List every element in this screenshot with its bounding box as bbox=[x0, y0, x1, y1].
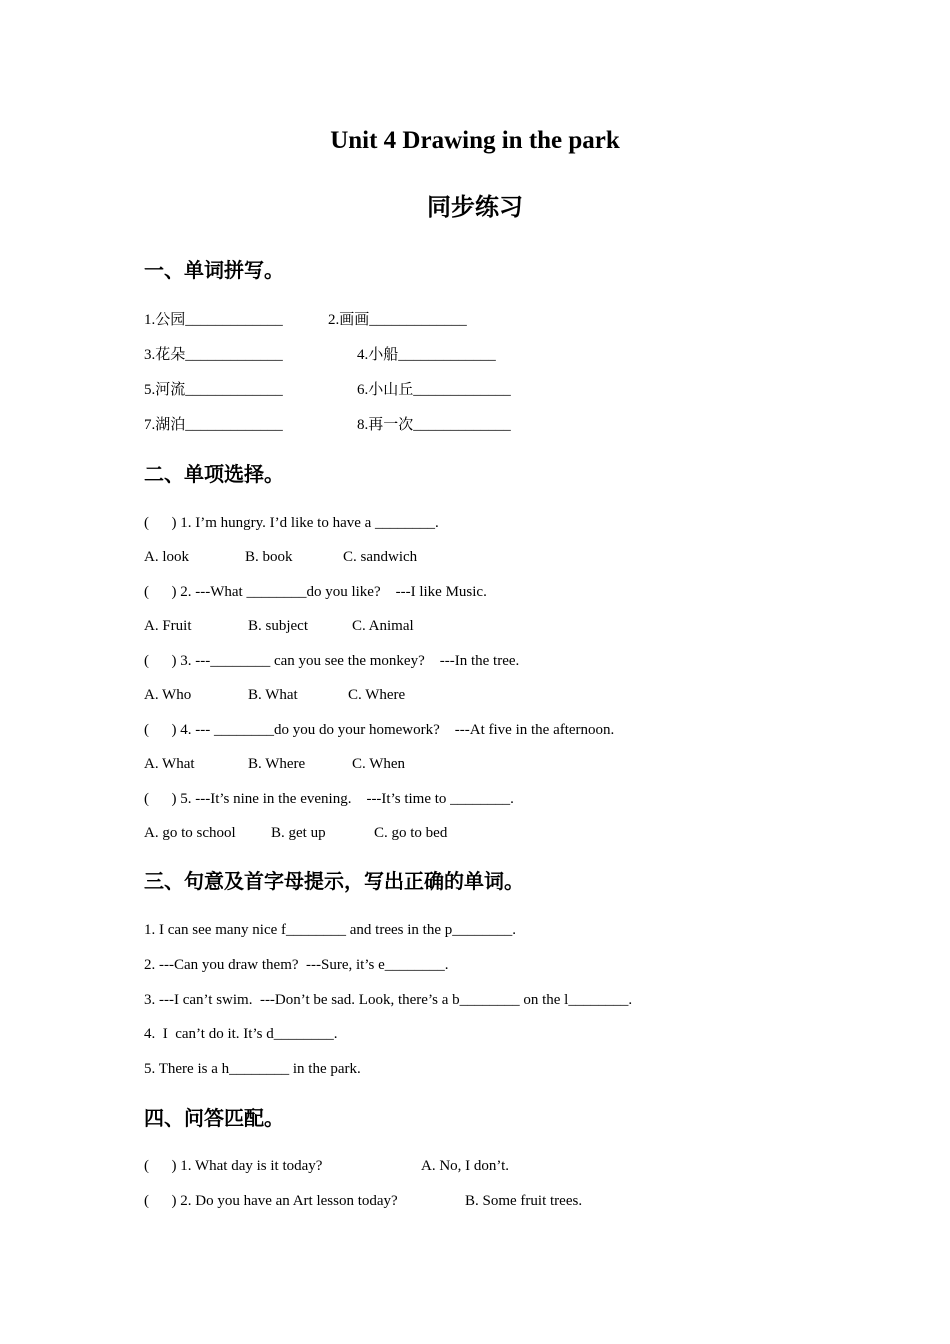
fill-item: 3. ---I can’t swim. ---Don’t be sad. Look, there’s a b________ on the l________. bbox=[144, 992, 633, 1008]
fill-item: 4. I can’t do it. It’s d________. bbox=[144, 1026, 338, 1042]
mc-question: ( ) 1. I’m hungry. I’d like to have a ________. bbox=[144, 515, 439, 531]
mc-question: ( ) 5. ---It’s nine in the evening. ---It’s time to ________. bbox=[144, 791, 514, 807]
mc-question: ( ) 2. ---What ________do you like? ---I like Music. bbox=[144, 584, 487, 600]
mc-option: A. Fruit bbox=[144, 618, 192, 634]
fill-item: 5. There is a h________ in the park. bbox=[144, 1061, 361, 1077]
mc-option: B. subject bbox=[248, 618, 308, 634]
mc-option: C. Animal bbox=[352, 618, 414, 634]
vocab-item: 5.河流_____________ bbox=[144, 382, 283, 398]
vocab-item: 6.小山丘_____________ bbox=[357, 382, 511, 398]
vocab-item: 8.再一次_____________ bbox=[357, 417, 511, 433]
vocab-item: 4.小船_____________ bbox=[357, 347, 496, 363]
match-answer: A. No, I don’t. bbox=[421, 1158, 510, 1174]
mc-option: C. When bbox=[352, 756, 406, 772]
mc-option: C. go to bed bbox=[374, 825, 448, 841]
vocab-item: 3.花朵_____________ bbox=[144, 347, 283, 363]
mc-option: B. What bbox=[248, 687, 298, 703]
mc-question: ( ) 3. ---________ can you see the monkey? ---In the tree. bbox=[144, 653, 520, 669]
mc-option: C. Where bbox=[348, 687, 406, 703]
vocab-item: 7.湖泊_____________ bbox=[144, 417, 283, 433]
mc-option: B. get up bbox=[271, 825, 326, 841]
vocab-item: 1.公园_____________ bbox=[144, 312, 283, 328]
mc-option: C. sandwich bbox=[343, 549, 418, 565]
fill-item: 2. ---Can you draw them? ---Sure, it’s e________. bbox=[144, 957, 449, 973]
mc-option: B. book bbox=[245, 549, 293, 565]
mc-option: A. look bbox=[144, 549, 189, 565]
mc-option: A. What bbox=[144, 756, 195, 772]
fill-item: 1. I can see many nice f________ and trees in the p________. bbox=[144, 922, 516, 938]
match-question: ( ) 2. Do you have an Art lesson today? bbox=[144, 1193, 398, 1209]
page-subtitle: 同步练习 bbox=[427, 193, 523, 221]
section-4-heading: 四、问答匹配。 bbox=[144, 1106, 284, 1130]
vocab-item: 2.画画_____________ bbox=[328, 312, 467, 328]
mc-option: B. Where bbox=[248, 756, 306, 772]
mc-option: A. Who bbox=[144, 687, 192, 703]
section-1-heading: 一、单词拼写。 bbox=[144, 258, 284, 282]
section-2-heading: 二、单项选择。 bbox=[144, 462, 284, 486]
section-3-heading: 三、句意及首字母提示，写出正确的单词。 bbox=[144, 869, 524, 893]
page-title: Unit 4 Drawing in the park bbox=[330, 127, 620, 154]
match-answer: B. Some fruit trees. bbox=[465, 1193, 583, 1209]
mc-option: A. go to school bbox=[144, 825, 236, 841]
mc-question: ( ) 4. --- ________do you do your homework? ---At five in the afternoon. bbox=[144, 722, 615, 738]
match-question: ( ) 1. What day is it today? bbox=[144, 1158, 323, 1174]
